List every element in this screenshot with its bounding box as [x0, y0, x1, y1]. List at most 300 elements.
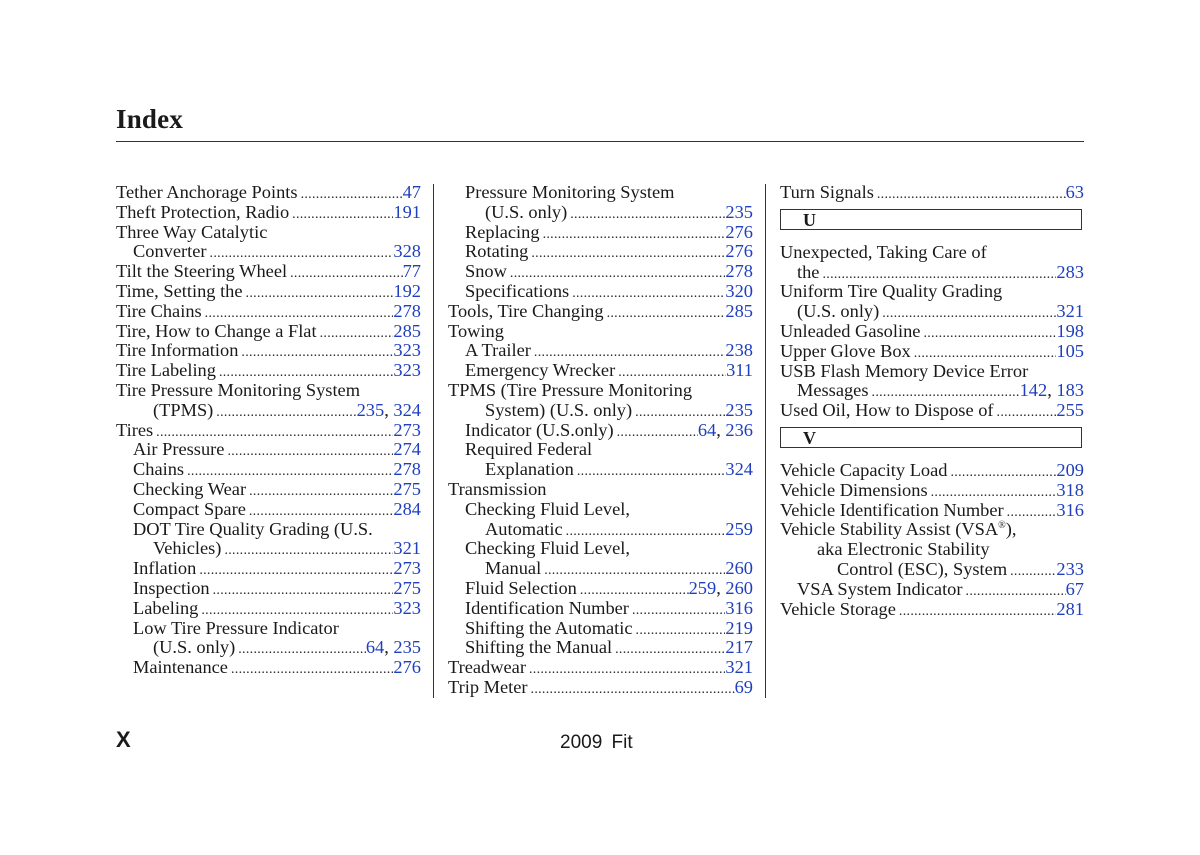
entry-text — [780, 322, 920, 342]
index-entry — [116, 203, 421, 223]
page-link[interactable]: 235 — [393, 637, 421, 658]
dot-leader — [896, 600, 1056, 620]
page-refs — [393, 302, 421, 322]
page-link[interactable]: 275 — [393, 577, 421, 598]
entry-text — [465, 341, 531, 361]
page-link[interactable]: 64 — [365, 637, 385, 658]
entry-text — [133, 520, 373, 540]
dot-leader — [614, 421, 698, 441]
page-link[interactable]: 284 — [393, 498, 421, 519]
page-link[interactable]: 316 — [725, 597, 753, 618]
dot-leader — [528, 242, 725, 262]
page-link[interactable]: 235 — [725, 201, 753, 222]
entry-text — [780, 342, 911, 362]
entry-label: TPMS (Tire Pressure Monitoring — [448, 379, 693, 400]
page-link[interactable]: 219 — [725, 617, 753, 638]
page-link[interactable]: 69 — [734, 676, 753, 697]
index-entry — [116, 361, 421, 381]
entry-label: Automatic — [485, 518, 563, 539]
index-entry — [116, 262, 421, 282]
index-entry — [780, 362, 1084, 382]
entry-text — [116, 341, 238, 361]
index-entry — [448, 638, 753, 658]
index-entry — [116, 302, 421, 322]
index-entry — [448, 322, 753, 342]
entry-label: aka Electronic Stability — [817, 539, 990, 560]
page-refs: 64, 235 — [365, 637, 421, 658]
page-refs — [725, 401, 753, 421]
page-link[interactable]: 273 — [393, 419, 421, 440]
page-refs — [1056, 481, 1084, 501]
index-entry — [448, 480, 753, 500]
dot-leader — [574, 460, 726, 480]
page-link[interactable]: 278 — [393, 300, 421, 321]
entry-text — [133, 599, 198, 619]
page-refs — [1056, 501, 1084, 521]
page-link[interactable]: 323 — [393, 360, 421, 381]
page-link[interactable]: 311 — [726, 360, 753, 381]
page-refs — [393, 500, 421, 520]
page-refs — [726, 361, 753, 381]
index-entry — [780, 600, 1084, 620]
index-entry — [448, 500, 753, 520]
index-entry — [116, 421, 421, 441]
entry-label: Snow — [465, 261, 507, 282]
index-column-1 — [116, 183, 421, 678]
section-letter-box: U — [780, 209, 1082, 230]
entry-label: Checking Fluid Level, — [465, 498, 630, 519]
page-refs — [725, 599, 753, 619]
entry-text — [780, 362, 1028, 382]
index-entry — [780, 481, 1084, 501]
dot-leader — [633, 619, 726, 639]
vehicle-model: 2009 Fit — [560, 732, 633, 753]
page-link[interactable]: 323 — [393, 340, 421, 361]
index-entry — [448, 421, 753, 441]
entry-label: Air Pressure — [133, 439, 225, 460]
entry-text — [465, 599, 629, 619]
entry-text — [116, 361, 216, 381]
page-link[interactable]: 275 — [393, 478, 421, 499]
dot-leader — [184, 460, 393, 480]
page-link[interactable]: 285 — [393, 320, 421, 341]
entry-label: Treadwear — [448, 657, 526, 678]
dot-leader — [563, 520, 726, 540]
entry-text — [465, 579, 577, 599]
entry-label: Theft Protection, Radio — [116, 201, 290, 222]
page-refs — [393, 322, 421, 342]
page-refs — [1066, 183, 1084, 203]
page-link[interactable]: 276 — [725, 241, 753, 262]
title-rule — [116, 141, 1084, 142]
entry-text — [797, 381, 869, 401]
entry-label: Required Federal — [465, 439, 593, 460]
index-entry — [780, 580, 1084, 600]
dot-leader — [153, 421, 393, 441]
dot-leader — [298, 183, 403, 203]
dot-leader — [1004, 501, 1057, 521]
page-refs — [1056, 600, 1084, 620]
entry-label: Vehicle Stability Assist (VSA — [780, 519, 999, 540]
entry-text — [448, 678, 528, 698]
dot-leader — [221, 539, 393, 559]
page-refs — [393, 539, 421, 559]
index-entry — [448, 440, 753, 460]
index-entry — [448, 223, 753, 243]
entry-text — [448, 302, 604, 322]
entry-text — [465, 242, 528, 262]
entry-label: (U.S. only) — [153, 637, 236, 658]
entry-label: Converter — [133, 241, 207, 262]
entry-label: Rotating — [465, 241, 529, 262]
index-entry — [448, 559, 753, 579]
index-entry — [448, 361, 753, 381]
index-entry — [116, 619, 421, 639]
entry-text — [465, 223, 540, 243]
entry-text — [133, 619, 339, 639]
page-link[interactable]: 324 — [393, 399, 421, 420]
dot-leader — [238, 341, 393, 361]
entry-label: Tilt the Steering Wheel — [116, 261, 288, 282]
entry-label: the — [797, 261, 820, 282]
page-refs — [725, 223, 753, 243]
index-entry — [780, 401, 1084, 421]
page-link[interactable]: 233 — [1056, 558, 1084, 579]
index-entry — [448, 183, 753, 203]
entry-label: System) (U.S. only) — [485, 399, 633, 420]
page-refs — [1056, 302, 1084, 322]
dot-leader — [963, 580, 1066, 600]
entry-label: Inspection — [133, 577, 210, 598]
entry-label: Tire Pressure Monitoring System — [116, 379, 361, 400]
entry-label: Compact Spare — [133, 498, 246, 519]
entry-text — [780, 600, 896, 620]
page-link[interactable]: 316 — [1056, 499, 1084, 520]
entry-text — [116, 262, 287, 282]
index-entry — [116, 460, 421, 480]
entry-text — [485, 520, 563, 540]
dot-leader — [629, 599, 725, 619]
entry-text — [465, 361, 615, 381]
page-refs — [725, 282, 753, 302]
page-refs — [725, 242, 753, 262]
page-link[interactable]: 278 — [393, 459, 421, 480]
index-entry — [116, 599, 421, 619]
page-link[interactable]: 274 — [393, 439, 421, 460]
index-entry — [448, 520, 753, 540]
page-link[interactable]: 67 — [1065, 578, 1084, 599]
entry-label: Time, Setting the — [116, 280, 243, 301]
dot-leader — [287, 262, 402, 282]
entry-text — [780, 461, 948, 481]
page-link[interactable]: 217 — [725, 637, 753, 658]
entry-label: Vehicle Storage — [780, 598, 896, 619]
entry-text — [116, 282, 243, 302]
index-entry — [780, 381, 1084, 401]
page-link[interactable]: 47 — [402, 182, 421, 202]
page-link[interactable]: 235 — [356, 399, 385, 420]
entry-label: Vehicles) — [153, 538, 222, 559]
index-entry — [780, 461, 1084, 481]
entry-label: Labeling — [133, 597, 199, 618]
entry-label: Three Way Catalytic — [116, 221, 268, 242]
dot-leader — [235, 638, 366, 658]
index-entry — [448, 203, 753, 223]
index-entry — [116, 480, 421, 500]
page-link[interactable]: 283 — [1056, 261, 1084, 282]
entry-text — [465, 539, 630, 559]
entry-text — [797, 580, 963, 600]
section-letter-box: V — [780, 427, 1082, 448]
entry-label: Tire Chains — [116, 300, 202, 321]
page-link[interactable]: 260 — [725, 558, 753, 579]
dot-leader — [213, 401, 356, 421]
page-refs — [725, 658, 753, 678]
index-entry — [116, 183, 421, 203]
page-link[interactable]: 273 — [393, 558, 421, 579]
index-entry — [780, 302, 1084, 322]
dot-leader — [604, 302, 726, 322]
dot-leader — [202, 302, 394, 322]
entry-text — [780, 481, 928, 501]
index-entry — [780, 282, 1084, 302]
entry-text — [797, 302, 879, 322]
index-entry — [448, 678, 753, 698]
dot-leader — [920, 322, 1056, 342]
dot-leader — [879, 302, 1056, 322]
entry-text — [485, 559, 541, 579]
index-entry — [116, 282, 421, 302]
dot-leader — [243, 282, 394, 302]
page-link[interactable]: 285 — [725, 300, 753, 321]
index-entry — [448, 341, 753, 361]
entry-label: Tire Information — [116, 340, 239, 361]
page-link[interactable]: 321 — [393, 538, 421, 559]
page-link[interactable]: 63 — [1065, 182, 1084, 202]
dot-leader — [528, 678, 735, 698]
dot-leader — [216, 361, 393, 381]
dot-leader — [507, 262, 726, 282]
page-refs: 142, 183 — [1019, 380, 1084, 401]
dot-leader — [196, 559, 393, 579]
entry-text — [116, 421, 153, 441]
entry-text — [837, 560, 1007, 580]
entry-label: Tire, How to Change a Flat — [116, 320, 317, 341]
page-refs — [393, 203, 421, 223]
entry-text — [485, 460, 574, 480]
page-refs — [725, 262, 753, 282]
page-refs — [725, 203, 753, 223]
page-link[interactable]: 328 — [393, 241, 421, 262]
index-entry — [780, 501, 1084, 521]
page-refs — [393, 658, 421, 678]
index-column-3 — [780, 183, 1084, 619]
page-refs — [393, 421, 421, 441]
index-entry — [448, 539, 753, 559]
entry-label: (U.S. only) — [797, 301, 880, 322]
index-entry — [116, 440, 421, 460]
entry-label: Shifting the Automatic — [465, 617, 633, 638]
page-refs — [403, 262, 421, 282]
entry-label: Indicator (U.S.only) — [465, 419, 614, 440]
dot-leader — [615, 361, 726, 381]
page-refs: 259, 260 — [688, 577, 753, 598]
page-link[interactable]: 192 — [393, 280, 421, 301]
entry-label: Control (ESC), System — [837, 558, 1008, 579]
page-link[interactable]: 209 — [1056, 459, 1084, 480]
page-link[interactable]: 323 — [393, 597, 421, 618]
index-entry — [448, 282, 753, 302]
entry-label: Trip Meter — [448, 676, 528, 697]
page-link[interactable]: 142 — [1019, 380, 1048, 401]
page-link[interactable]: 105 — [1056, 340, 1084, 361]
entry-text — [780, 183, 874, 203]
entry-label: Fluid Selection — [465, 577, 577, 598]
page-link[interactable]: 259 — [725, 518, 753, 539]
entry-text — [116, 302, 202, 322]
index-entry — [448, 579, 753, 599]
dot-leader — [994, 401, 1057, 421]
page-link[interactable]: 236 — [725, 419, 753, 440]
page-refs — [1066, 580, 1084, 600]
index-entry — [116, 322, 421, 342]
registered-mark: ® — [998, 520, 1006, 532]
page-link[interactable]: 320 — [725, 280, 753, 301]
dot-leader — [948, 461, 1057, 481]
page-link[interactable]: 235 — [725, 399, 753, 420]
index-entry — [448, 401, 753, 421]
entry-label: Identification Number — [465, 597, 629, 618]
page-link[interactable]: 255 — [1056, 400, 1084, 421]
page-refs — [725, 302, 753, 322]
index-entry — [448, 599, 753, 619]
page-link[interactable]: 321 — [725, 657, 753, 678]
entry-text — [153, 401, 213, 421]
page-refs — [393, 361, 421, 381]
page-refs — [725, 559, 753, 579]
entry-text — [780, 243, 987, 263]
dot-leader — [874, 183, 1066, 203]
section-letter: X — [116, 727, 131, 752]
entry-label: Tires — [116, 419, 154, 440]
page-refs — [393, 480, 421, 500]
entry-text — [780, 520, 1016, 540]
page-link[interactable]: 281 — [1056, 598, 1084, 619]
entry-text — [133, 658, 228, 678]
entry-label: A Trailer — [465, 340, 531, 361]
page-link[interactable]: 278 — [725, 261, 753, 282]
index-entry — [780, 560, 1084, 580]
page-link[interactable]: 276 — [725, 221, 753, 242]
index-entry — [780, 263, 1084, 283]
entry-text — [133, 559, 196, 579]
page-refs — [725, 638, 753, 658]
entry-label: Explanation — [485, 459, 574, 480]
page-link[interactable]: 238 — [725, 340, 753, 361]
entry-text — [448, 322, 504, 342]
page-link[interactable]: 198 — [1056, 320, 1084, 341]
page-refs — [403, 183, 421, 203]
page-refs — [1056, 342, 1084, 362]
page-link[interactable]: 276 — [393, 657, 421, 678]
index-entry — [116, 341, 421, 361]
dot-leader — [317, 322, 394, 342]
page-link[interactable]: 324 — [725, 459, 753, 480]
dot-leader — [207, 242, 394, 262]
page-refs — [1056, 401, 1084, 421]
index-entry — [780, 243, 1084, 263]
index-entry — [116, 520, 421, 540]
page-link[interactable]: 191 — [393, 201, 421, 222]
dot-leader — [928, 481, 1057, 501]
entry-label: Tools, Tire Changing — [448, 300, 604, 321]
page-refs: 64, 236 — [697, 419, 753, 440]
page-refs — [725, 460, 753, 480]
entry-label: Vehicle Capacity Load — [780, 459, 948, 480]
index-entry — [448, 619, 753, 639]
entry-text — [448, 480, 546, 500]
index-entry — [780, 183, 1084, 203]
dot-leader — [612, 638, 725, 658]
index-entry — [780, 322, 1084, 342]
page-link[interactable]: 64 — [697, 419, 717, 440]
entry-text — [780, 282, 1002, 302]
entry-label: Pressure Monitoring System — [465, 182, 675, 202]
dot-leader — [198, 599, 393, 619]
index-entry — [116, 559, 421, 579]
entry-label: Upper Glove Box — [780, 340, 911, 361]
entry-label: Tether Anchorage Points — [116, 182, 298, 202]
dot-leader — [210, 579, 394, 599]
entry-label: Maintenance — [133, 657, 228, 678]
dot-leader — [569, 282, 725, 302]
entry-text — [153, 539, 221, 559]
entry-label: Checking Wear — [133, 478, 247, 499]
page-link[interactable]: 259 — [688, 577, 717, 598]
page-link[interactable]: 321 — [1056, 301, 1084, 322]
page-link[interactable]: 318 — [1056, 479, 1084, 500]
page-link[interactable]: 77 — [402, 261, 421, 282]
page-refs: 235, 324 — [356, 399, 421, 420]
index-entry — [116, 223, 421, 243]
dot-leader — [819, 263, 1056, 283]
page-refs — [1056, 461, 1084, 481]
page-refs — [725, 619, 753, 639]
dot-leader — [567, 203, 725, 223]
entry-text — [133, 500, 246, 520]
page-refs — [1056, 322, 1084, 342]
page-link[interactable]: 183 — [1056, 380, 1084, 401]
index-entry — [448, 460, 753, 480]
entry-label: Unexpected, Taking Care of — [780, 241, 987, 262]
page-refs — [393, 599, 421, 619]
entry-label: Vehicle Dimensions — [780, 479, 928, 500]
index-entry — [116, 658, 421, 678]
entry-label: Towing — [448, 320, 504, 341]
entry-text — [133, 480, 246, 500]
entry-label: Used Oil, How to Dispose of — [780, 400, 994, 421]
entry-label: Unleaded Gasoline — [780, 320, 921, 341]
entry-label: Emergency Wrecker — [465, 360, 616, 381]
entry-text — [465, 282, 569, 302]
entry-text — [465, 619, 633, 639]
entry-text — [465, 421, 614, 441]
entry-text — [133, 242, 207, 262]
entry-text — [465, 183, 674, 203]
entry-text — [465, 262, 507, 282]
dot-leader — [531, 341, 725, 361]
page-link[interactable]: 260 — [725, 577, 753, 598]
